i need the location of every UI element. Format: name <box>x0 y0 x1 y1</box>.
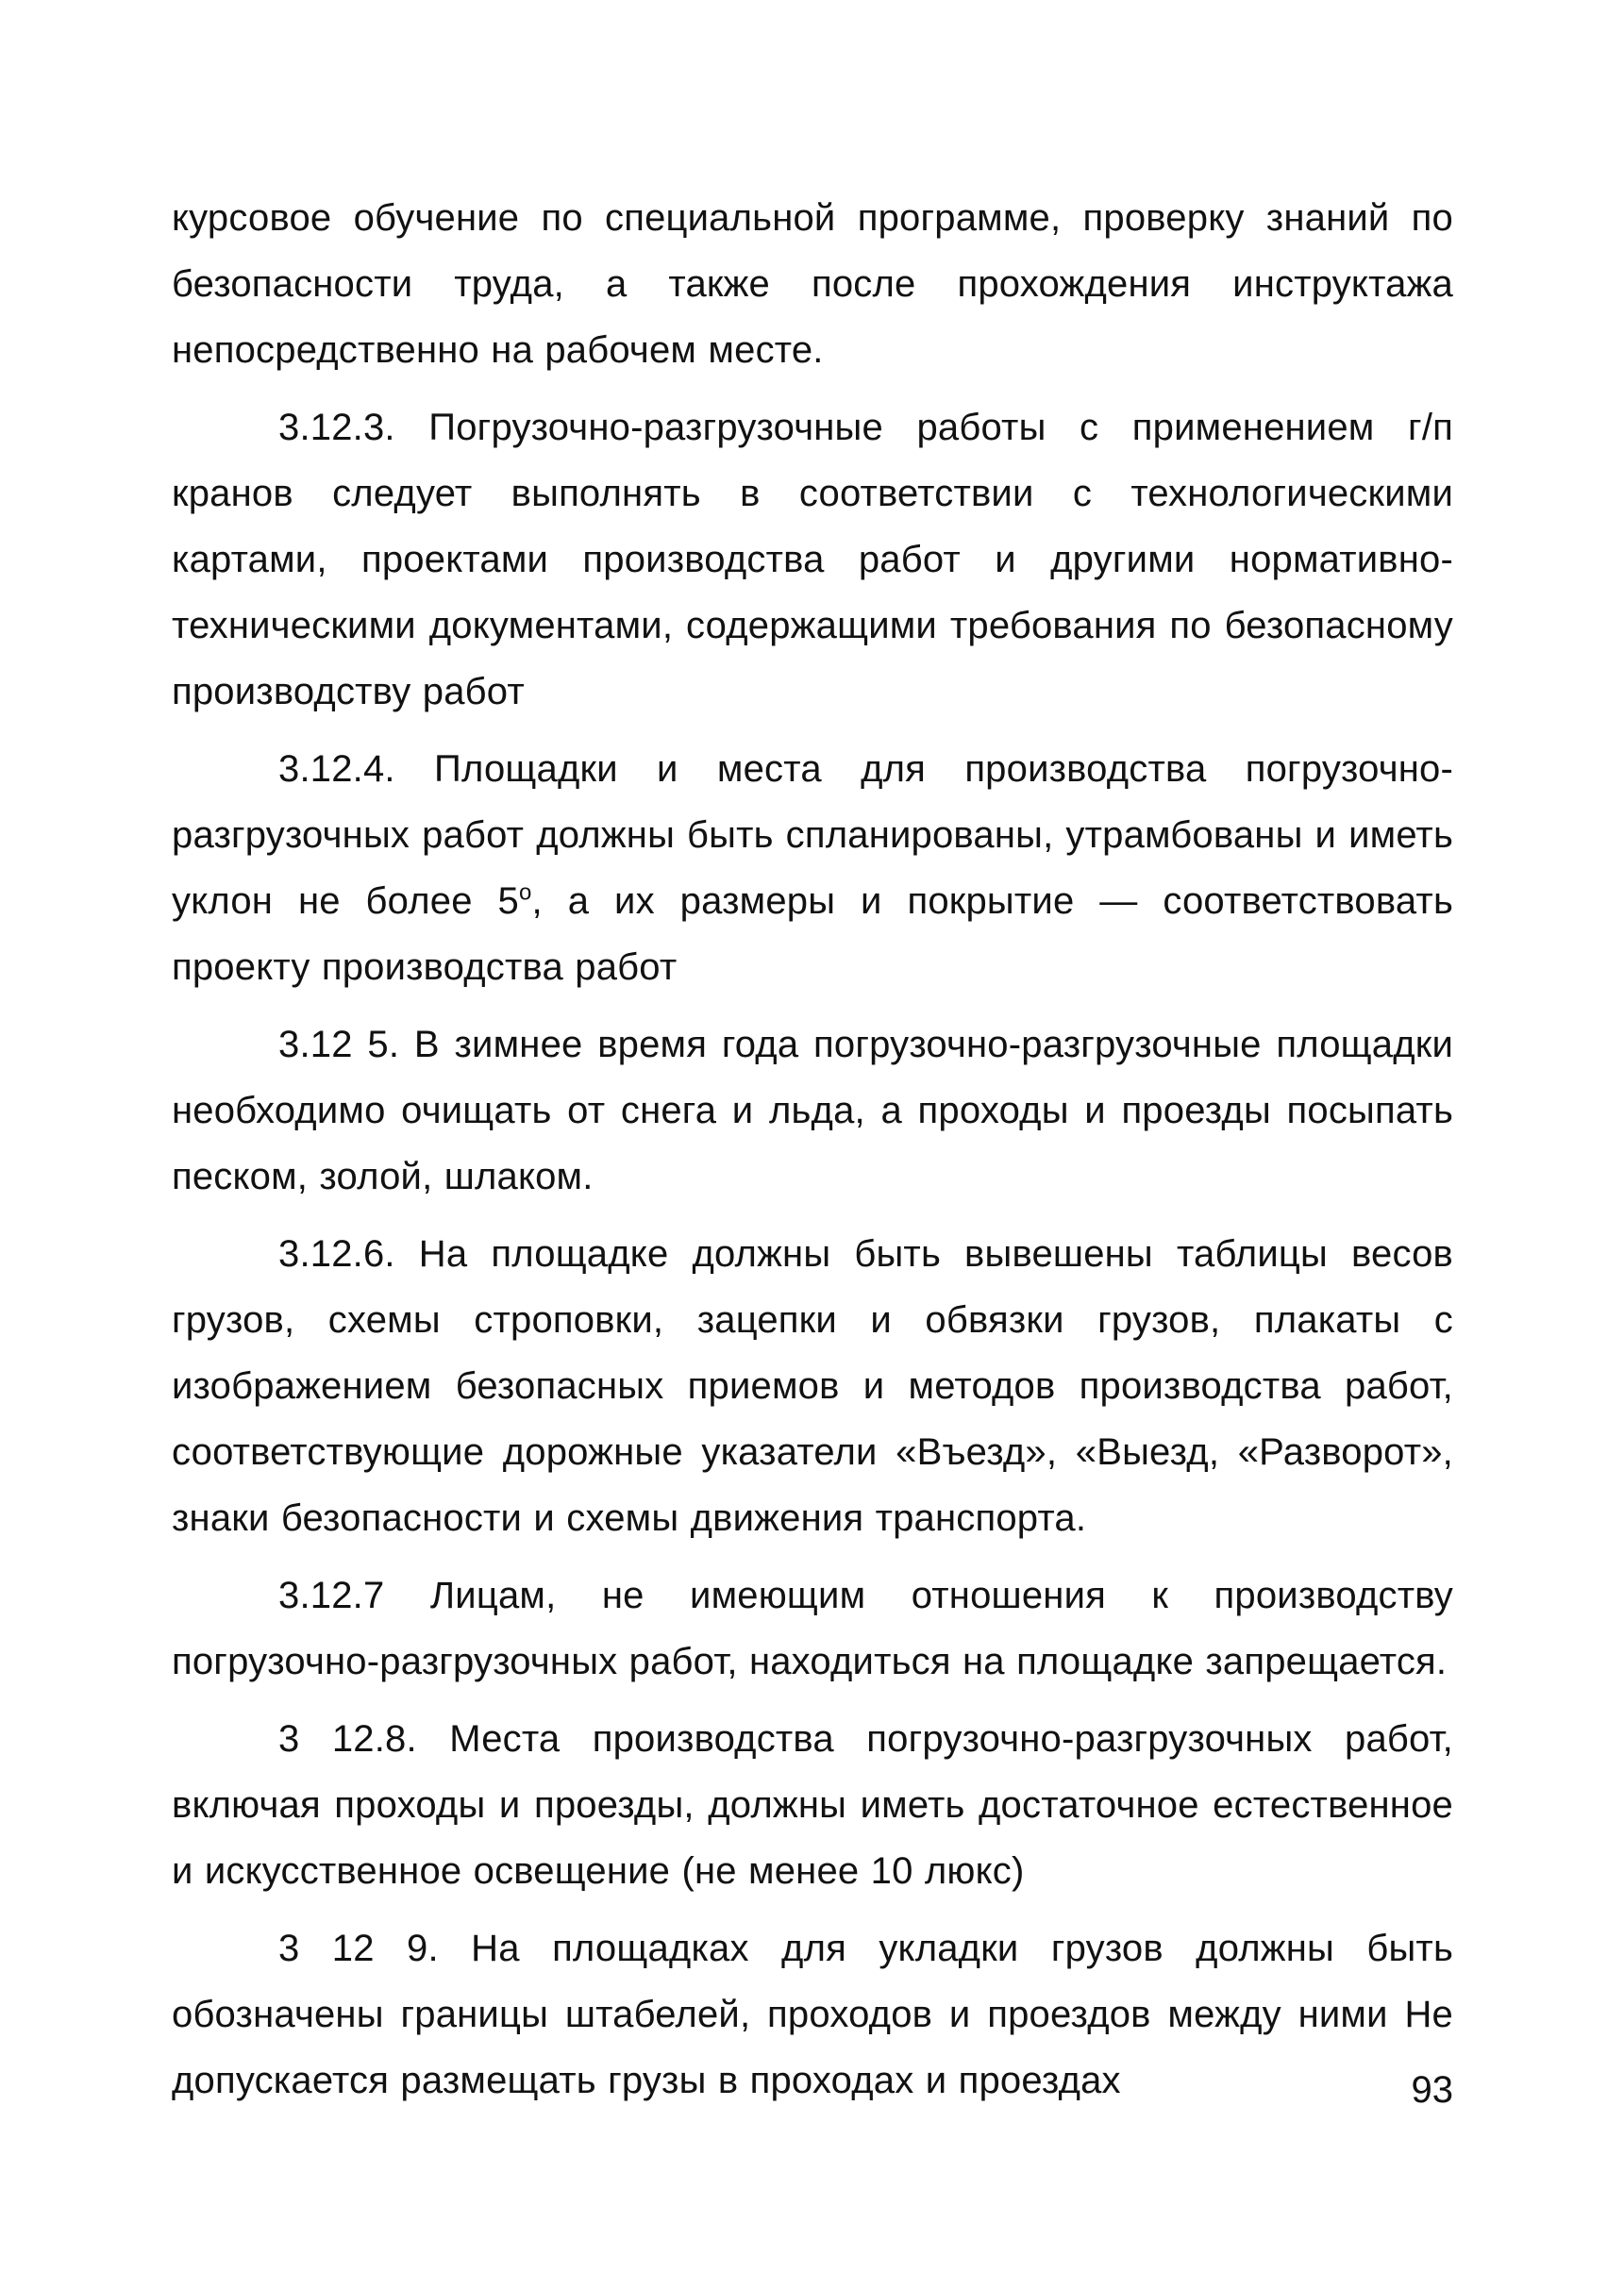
paragraph-3-12-4 <box>172 736 1453 1000</box>
paragraph-3-12-4-text-after: , а их размеры и покрытие — соответствовать проекту производства работ <box>172 880 1453 988</box>
paragraph-3-12-6: 3.12.6. На площадке должны быть вывешены таблицы весов грузов, схемы строповки, зацепки и обвязки грузов, плакаты с изображением безопасных приемов и методов производства работ, соответствующие дорожные указатели «Въезд», «Выезд, «Разворот», знаки безопасности и схемы движения транспорта. <box>172 1233 1453 1539</box>
paragraph-3-12-7: 3.12.7 Лицам, не имеющим отношения к производству погрузочно-разгрузочных работ, находиться на площадке запрещается. <box>172 1575 1453 1682</box>
document-body <box>172 185 1453 2114</box>
page-number: 93 <box>1411 2069 1453 2111</box>
paragraph-continuation: курсовое обучение по специальной программе, проверку знаний по безопасности труда, а также после прохождения инструктажа непосредственно на рабочем месте. <box>172 197 1453 371</box>
degree-superscript: о <box>518 879 532 906</box>
paragraph-3-12-3: 3.12.3. Погрузочно-разгрузочные работы с применением г/п кранов следует выполнять в соответствии с технологическими картами, проектами производства работ и другими нормативно-техническими документами, содержащими требования по безопасному производству работ <box>172 407 1453 712</box>
paragraph-3-12-5: 3.12 5. В зимнее время года погрузочно-разгрузочные площадки необходимо очищать от снега и льда, а проходы и проезды посыпать песком, золой, шлаком. <box>172 1024 1453 1197</box>
paragraph-3-12-9: 3 12 9. На площадках для укладки грузов должны быть обозначены границы штабелей, проходов и проездов между ними Не допускается размещать грузы в проходах и проездах <box>172 1928 1453 2101</box>
paragraph-3-12-4-text-before: 3.12.4. Площадки и места для производства погрузочно-разгрузочных работ должны быть спланированы, утрамбованы и иметь уклон не более 5 <box>172 748 1453 922</box>
paragraph-3-12-8: 3 12.8. Места производства погрузочно-разгрузочных работ, включая проходы и проезды, должны иметь достаточное естественное и искусственное освещение (не менее 10 люкс) <box>172 1718 1453 1892</box>
